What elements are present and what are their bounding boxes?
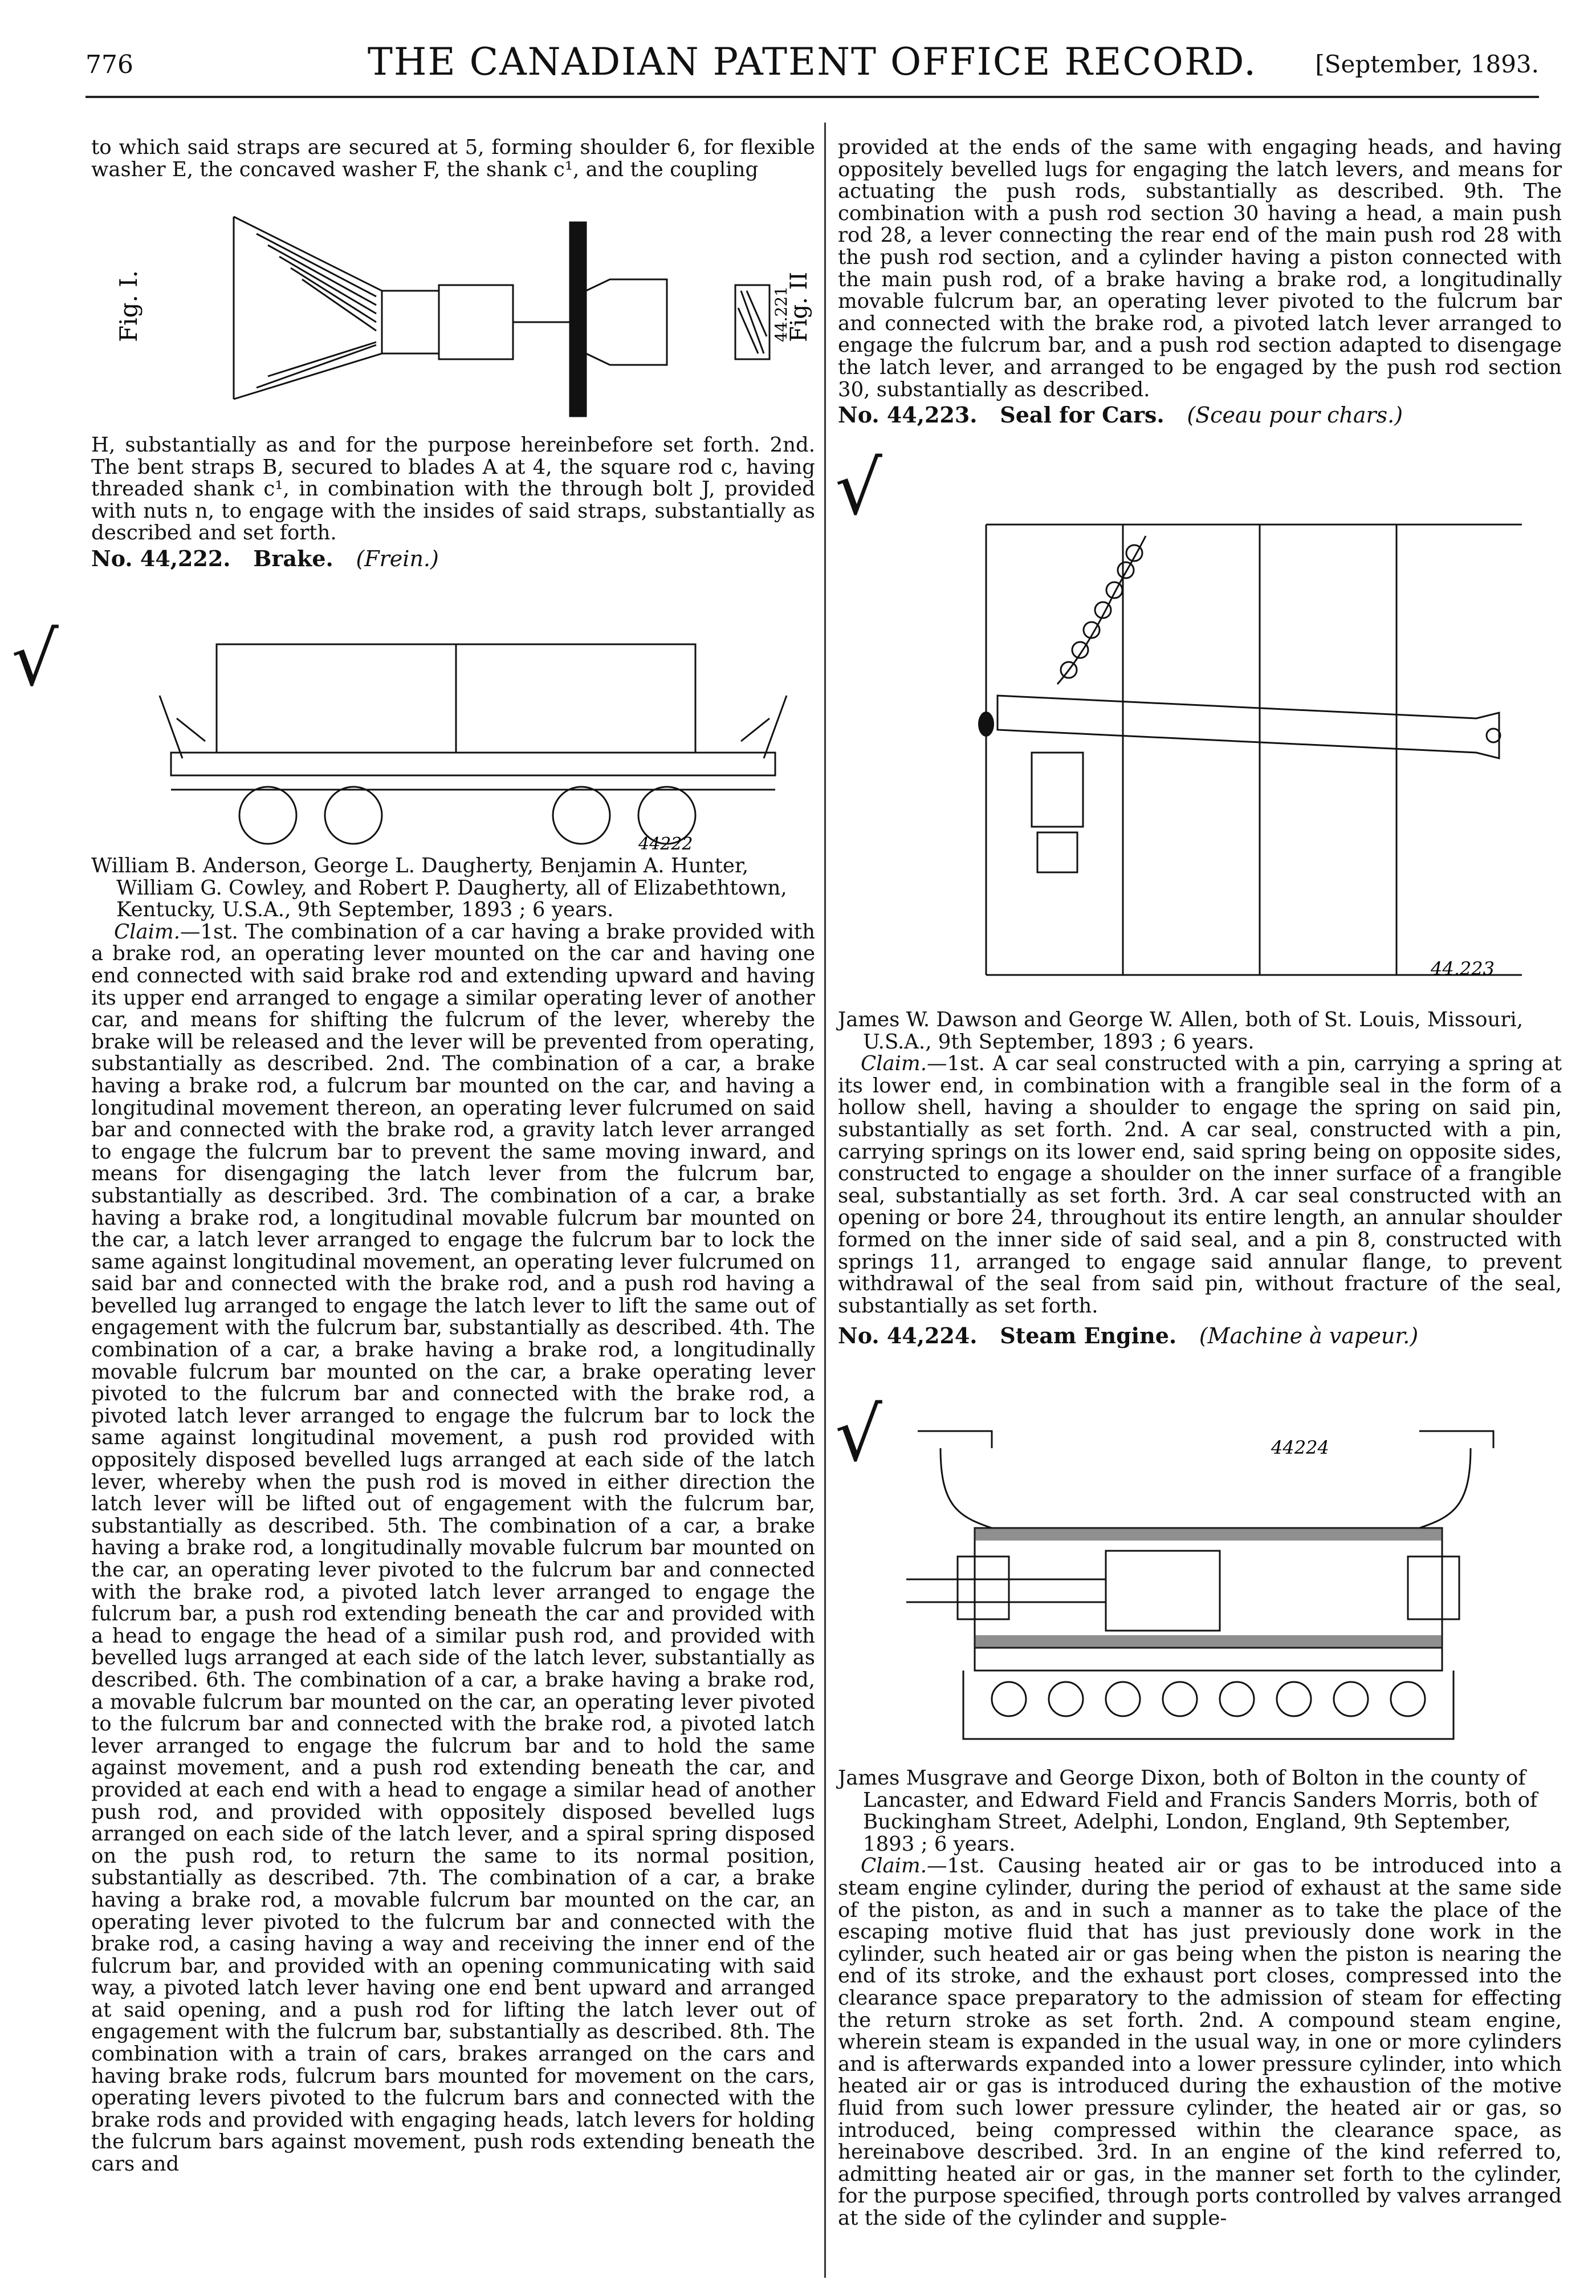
continuation-44221: H, substantially as and for the purpose hereinbefore set forth. 2nd. The bent straps B, secured to blades A at 4, the square rod c, having threaded shank c¹, in combination with the through bolt J, provided with nuts n, to engage with the insides of said straps, substantially as described and set forth. bbox=[91, 433, 815, 545]
journal-title: THE CANADIAN PATENT OFFICE RECORD. bbox=[367, 40, 1257, 84]
patent-name: Steam Engine. bbox=[1000, 1323, 1177, 1349]
claims-44223 bbox=[838, 1053, 1562, 1317]
figure-44224-steam-engine bbox=[906, 1420, 1505, 1745]
claim-label: Claim. bbox=[861, 1854, 927, 1878]
patent-french-name: (Frein.) bbox=[356, 546, 439, 571]
fig-44222-number: 44222 bbox=[638, 834, 693, 854]
patent-44224-heading bbox=[838, 1325, 1562, 1347]
page-number: 776 bbox=[85, 50, 133, 79]
fig-44224-number: 44224 bbox=[1271, 1437, 1329, 1458]
patent-name: Seal for Cars. bbox=[1000, 402, 1165, 428]
left-column-claims bbox=[91, 855, 815, 2176]
claim-text: —1st. Causing heated air or gas to be introduced into a steam engine cylinder, during the period of exhaust at the same side of the piston, as and in such a manner as to take the place of the escaping motive fluid that has just previously done work in the cylinder, such heated air or gas being when the piston is nearing the end of its stroke, and the exhaust port closes, compressed into the clearance space preparatory to the admission of steam for effecting the return stroke as set forth. 2nd. A compound steam engine, wherein steam is expanded in the usual way, in one or more cylinders and is afterwards expanded into a lower pressure cylinder, into which heated air or gas is introduced during the exhaustion of the motive fluid from such lower pressure cylinder, the heated air or gas, so introduced, being compressed within the clearance space, as hereinabove described. 3rd. In an engine of the kind referred to, admitting heated air or gas, in the manner set forth to the cylinder, for the purpose specified, through ports controlled by valves arranged at the side of the cylinder and supple- bbox=[838, 1854, 1562, 2230]
check-mark-44224: √ bbox=[835, 1391, 882, 1478]
figure-44222-brake bbox=[148, 627, 798, 855]
figure-44221 bbox=[97, 205, 815, 433]
fig1-label: Fig. I. bbox=[115, 270, 142, 342]
inventors-44222: William B. Anderson, George L. Daugherty, Benjamin A. Hunter, William G. Cowley, and Robert P. Daugherty, all of Elizabethtown, Kentucky, U.S.A., 9th September, 1893 ; 6 years. bbox=[91, 854, 787, 922]
right-column-middle bbox=[838, 1009, 1562, 1350]
patent-44222-heading bbox=[91, 545, 815, 571]
left-column-main bbox=[91, 434, 815, 572]
continuation-44222: provided at the ends of the same with engaging heads, and having oppositely bevelled lugs for engaging the latch levers, and means for actuating the push rods, substantially as described. 9th. The combination with a push rod section 30 having a head, a main push rod 28, a lever connecting the rear end of the main push rod 28 with the push rod section, and a cylinder having a piston connected with the main push rod, of a brake having a brake rod, a longitudinally movable fulcrum bar, an operating lever pivoted to the fulcrum bar and connected with the brake rod, a pivoted latch lever arranged to engage the fulcrum bar, and a push rod section adapted to disengage the latch lever, and arranged to be engaged by the push rod section 30, substantially as described. bbox=[838, 136, 1562, 401]
claim-label: Claim. bbox=[114, 920, 180, 944]
issue-date: [September, 1893. bbox=[1315, 50, 1539, 78]
claims-44224 bbox=[838, 1855, 1562, 2229]
check-mark-44222: √ bbox=[11, 616, 59, 702]
claim-text: —1st. The combination of a car having a brake provided with a brake rod, an operating lever mounted on the car and having one end connected with said brake rod and extending upward and having its upper end arranged to engage a similar operating lever of another car, and means for shifting the fulcrum of the lever, whereby the brake will be released and the lever will be prevented from operating, substantially as described. 2nd. The combination of a car, a brake having a brake rod, a fulcrum bar mounted on the car, and having a longitudinal movement thereon, an operating lever fulcrumed on said bar and connected with the brake rod, a gravity latch lever arranged to engage the fulcrum bar to prevent the same moving inward, and means for disengaging the latch lever from the fulcrum bar, substantially as described. 3rd. The combination of a car, a brake having a brake rod, a longitudinal movable fulcrum bar mounted on the car, a latch lever arranged to engage the fulcrum bar to lock the same against longitudinal movement, an operating lever fulcrumed on said bar and connected with the brake rod, and a push rod having a bevelled lug arranged to engage the latch lever to lift the same out of engagement with the fulcrum bar, substantially as described. 4th. The combination of a car, a brake having a brake rod, a longitudinally movable fulcrum bar mounted on the car, a brake operating lever pivoted to the fulcrum bar and connected with the brake rod, a pivoted latch lever arranged to engage the fulcrum bar to lock the same against longitudinal movement, a push rod provided with oppositely disposed bevelled lugs arranged at each side of the latch lever, whereby when the push rod is moved in either direction the latch lever will be lifted out of engagement with the fulcrum bar, substantially as described. 5th. The combination of a car, a brake having a brake rod, a longitudinally movable fulcrum bar mounted on the car, an operating lever pivoted to the fulcrum bar and connected with the brake rod, a pivoted latch lever arranged to engage the fulcrum bar, a push rod extending beneath the car and provided with a head to engage the head of a similar push rod, and provided with bevelled lugs arranged at each side of the latch lever, substantially as described. 6th. The combination of a car, a brake having a brake rod, a movable fulcrum bar mounted on the car, an operating lever pivoted to the fulcrum bar and connected with the brake rod, a pivoted latch lever arranged to engage the fulcrum bar and to hold the same against movement, and a push rod extending beneath the car, and provided at each end with a head to engage a similar head of another push rod, and provided with oppositely disposed bevelled lugs arranged on each side of the latch lever, and a spiral spring disposed on the push rod, to return the same to its normal position, substantially as described. 7th. The combination of a car, a brake having a brake rod, a movable fulcrum bar mounted on the car, an operating lever pivoted to the fulcrum bar and connected with the brake rod, a casing having a way and receiving the inner end of the fulcrum bar, and provided with an opening communicating with said way, a pivoted latch lever having one end bent upward and arranged at said opening, and a push rod for lifting the latch lever out of engagement with the fulcrum bar, substantially as described. 8th. The combination with a train of cars, brakes arranged on the cars and having brake rods, fulcrum bars mounted for movement on the cars, operating levers pivoted to the fulcrum bars and connected with the brake rods and provided with engaging heads, latch levers for holding the fulcrum bars against movement, push rods extending beneath the cars and bbox=[91, 920, 815, 2176]
patent-french-name: (Sceau pour chars.) bbox=[1187, 403, 1403, 428]
column-divider bbox=[824, 123, 826, 2278]
fig-44223-number: 44.223 bbox=[1431, 958, 1495, 980]
claims-44222 bbox=[91, 921, 815, 2176]
page-header bbox=[85, 40, 1539, 91]
patent-number: No. 44,222. bbox=[91, 545, 231, 571]
patent-number: No. 44,223. bbox=[838, 402, 978, 428]
figure-44223-seal bbox=[963, 490, 1522, 992]
right-column-top bbox=[838, 137, 1562, 429]
inventors-44223: James W. Dawson and George W. Allen, both of St. Louis, Missouri, U.S.A., 9th September, 1893 ; 6 years. bbox=[838, 1008, 1523, 1054]
patent-french-name: (Machine à vapeur.) bbox=[1199, 1323, 1419, 1349]
left-column-intro bbox=[91, 137, 815, 181]
right-column-bottom bbox=[838, 1767, 1562, 2229]
claim-text: —1st. A car seal constructed with a pin, carrying a spring at its lower end, in combination with a frangible seal in the form of a hollow shell, having a shoulder to engage the spring on said pin, substantially as set forth. 2nd. A car seal, constructed with a pin, carrying springs on its lower end, said spring being on opposite sides, constructed to engage a shoulder on the inner surface of a frangible seal, substantially as set forth. 3rd. A car seal constructed with an opening or bore 24, throughout its entire length, an annular shoulder formed on the inner side of said seal, and a pin 8, constructed with springs 11, arranged to engage said annular flange, to prevent withdrawal of the seal from said pin, without fracture of the seal, substantially as set forth. bbox=[838, 1052, 1562, 1318]
inventors-44224: James Musgrave and George Dixon, both of Bolton in the county of Lancaster, and Edward Field and Francis Sanders Morris, both of Buckingham Street, Adelphi, London, England, 9th September, 1893 ; 6 years. bbox=[838, 1766, 1538, 1856]
claim-label: Claim. bbox=[861, 1052, 927, 1076]
intro-text: to which said straps are secured at 5, forming shoulder 6, for flexible washer E, the concaved washer F, the shank c¹, and the coupling bbox=[91, 136, 815, 181]
patent-name: Brake. bbox=[253, 545, 333, 571]
patent-44223-heading bbox=[838, 404, 1562, 426]
check-mark-44223: √ bbox=[835, 445, 882, 531]
patent-number: No. 44,224. bbox=[838, 1323, 978, 1349]
fig2-label: Fig. II bbox=[786, 271, 812, 342]
fig-44221-number: 44.221 bbox=[772, 286, 791, 342]
header-rule bbox=[85, 96, 1539, 98]
